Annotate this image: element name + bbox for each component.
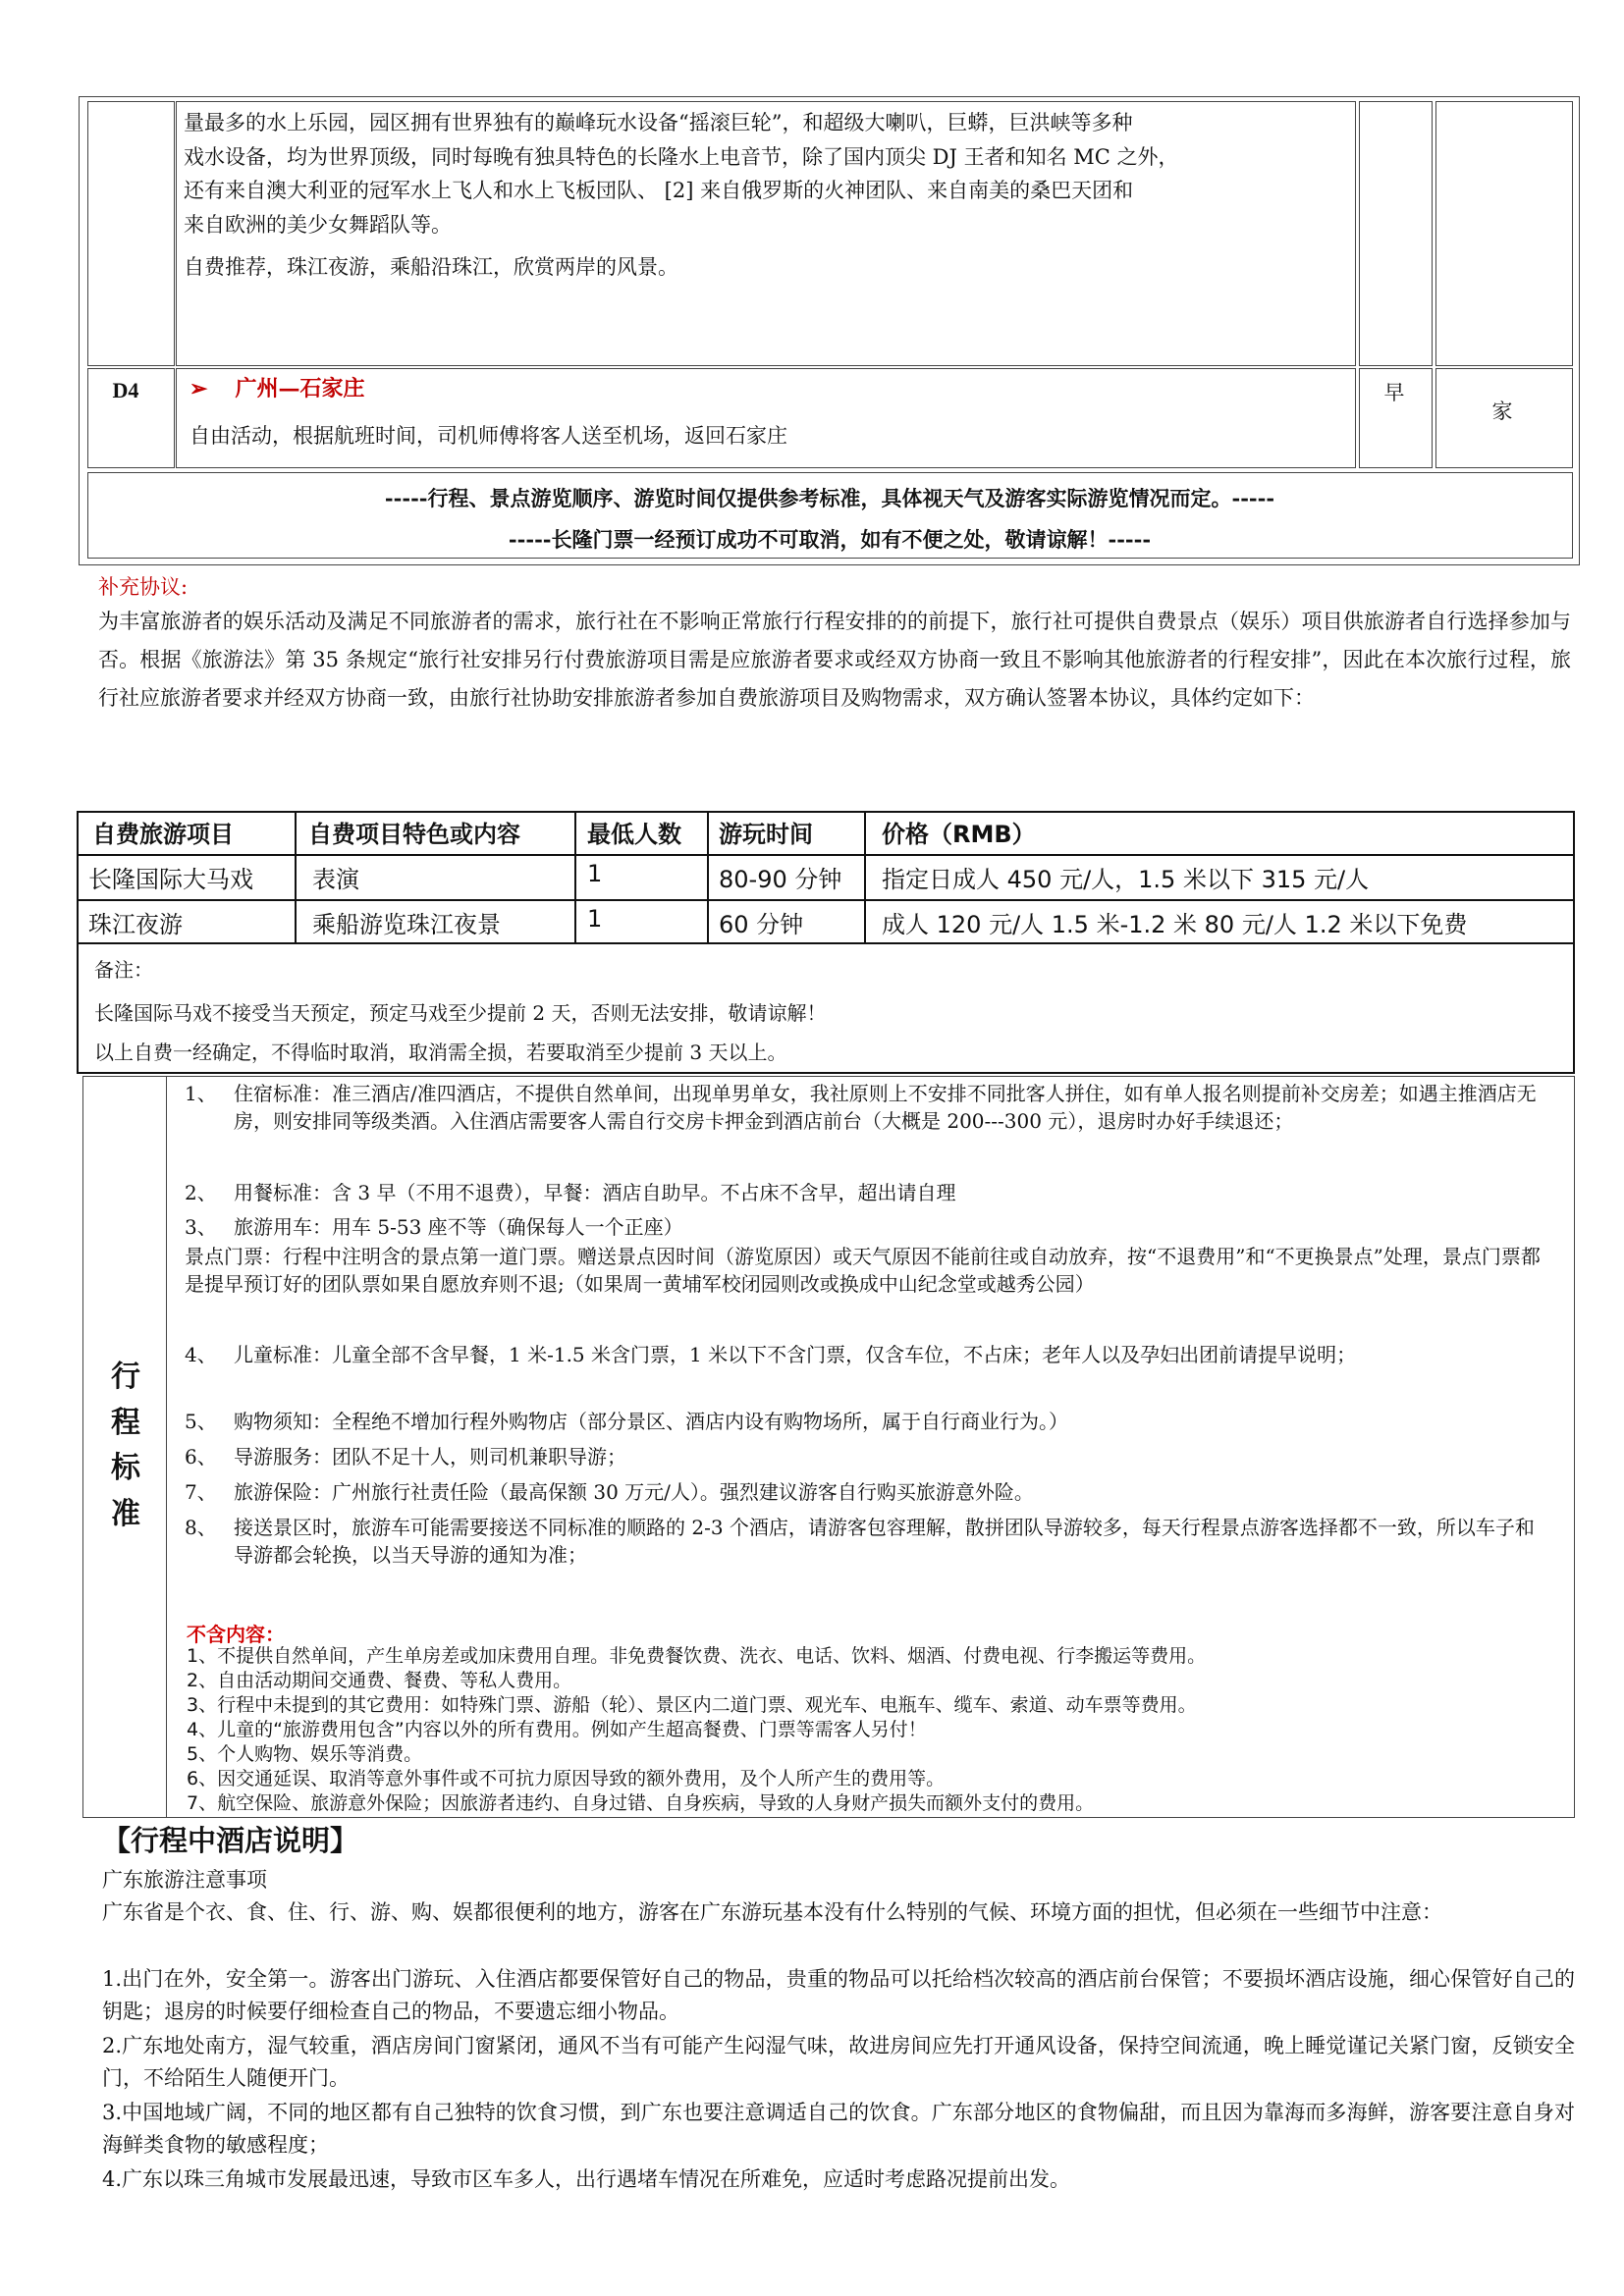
item-text: 住宿标准：准三酒店/准四酒店，不提供自然单间，出现单男单女，我社原则上不安排不同批客人拼住，如有单人报名则提前补交房差；如遇主推酒店无房，则安排同等级类酒。入住酒店需要客人需自行交房卡押金到酒店前台（大概是 200---300 元），退房时办好手续退还； xyxy=(234,1082,1537,1134)
standards-label xyxy=(106,1355,145,1537)
d3-meal-cell xyxy=(1359,101,1433,366)
item-text: 儿童标准：儿童全部不含早餐，1 米-1.5 米含门票，1 米以下不含门票，仅含车位，不占床；老年人以及孕妇出团前请提早说明； xyxy=(234,1343,1357,1366)
item-number: 7、 xyxy=(185,1480,217,1504)
exclusion-item: 6、因交通延误、取消等意外事件或不可抗力原因导致的额外费用，及个人所产生的费用等。 xyxy=(187,1768,946,1789)
exclusion-item: 2、自由活动期间交通费、餐费、等私人费用。 xyxy=(187,1670,572,1691)
d3-line-1: 量最多的水上乐园，园区拥有世界独有的巅峰玩水设备“摇滚巨轮”，和超级大喇叭，巨蟒，巨洪峡等多种 xyxy=(184,111,1133,134)
remark-title: 备注： xyxy=(94,958,153,982)
item-text: 旅游保险：广州旅行社责任险（最高保额 30 万元/人）。强烈建议游客自行购买旅游意外险。 xyxy=(234,1480,1034,1504)
d4-day-label: D4 xyxy=(112,378,139,402)
row2-item: 珠江夜游 xyxy=(88,911,183,938)
remark-line-1: 长隆国际马戏不接受当天预定，预定马戏至少提前 2 天，否则无法安排，敬请谅解！ xyxy=(94,1001,827,1025)
standard-item-4 xyxy=(185,1341,1540,1368)
d3-recommend: 自费推荐，珠江夜游，乘船沿珠江，欣赏两岸的风景。 xyxy=(184,254,678,279)
label-char: 行 xyxy=(111,1360,140,1394)
header-min-people: 最低人数 xyxy=(587,821,681,848)
notice-line-1: -----行程、景点游览顺序、游览时间仅提供参考标准，具体视天气及游客实际游览情况而定。----- xyxy=(384,486,1275,510)
notice-line-2: -----长隆门票一经预订成功不可取消，如有不便之处，敬请谅解！----- xyxy=(508,527,1152,552)
exclusion-item: 1、不提供自然单间，产生单房差或加床费用自理。非免费餐饮费、洗衣、电话、饮料、烟酒、付费电视、行李搬运等费用。 xyxy=(187,1645,1207,1667)
hotel-note-1: 1.出门在外，安全第一。游客出门游玩、入住酒店都要保管好自己的物品，贵重的物品可以托给档次较高的酒店前台保管；不要损坏酒店设施，细心保管好自己的钥匙；退房的时候要仔细检查自己的物品，不要遗忘细小物品。 xyxy=(102,1967,1575,2023)
item-text: 接送景区时，旅游车可能需要接送不同标准的顺路的 2-3 个酒店，请游客包容理解，散拼团队导游较多，每天行程景点游客选择都不一致，所以车子和导游都会轮换，以当天导游的通知为准； xyxy=(234,1516,1535,1568)
arrow-bullet-icon: ➢ xyxy=(189,376,208,401)
d4-route: 广州—石家庄 xyxy=(235,376,365,401)
hotel-note-2: 2.广东地处南方，湿气较重，酒店房间门窗紧闭，通风不当有可能产生闷湿气味，故进房间应先打开通风设备，保持空间流通，晚上睡觉谨记关紧门窗，反锁安全门，不给陌生人随便开门。 xyxy=(102,2034,1575,2090)
exclusions-title: 不含内容： xyxy=(187,1623,285,1646)
standard-item-7 xyxy=(185,1478,1540,1506)
standard-item-2 xyxy=(185,1179,1540,1206)
d3-line-2: 戏水设备，均为世界顶级，同时每晚有独具特色的长隆水上电音节，除了国内顶尖 DJ 王者和知名 MC 之外， xyxy=(184,144,1179,169)
standard-item-6 xyxy=(185,1443,1540,1470)
hotel-note-3: 3.中国地域广阔，不同的地区都有自己独特的饮食习惯，到广东也要注意调适自己的饮食。广东部分地区的食物偏甜，而且因为靠海而多海鲜，游客要注意自身对海鲜类食物的敏感程度； xyxy=(102,2101,1575,2157)
hotel-notes-intro: 广东省是个衣、食、住、行、游、购、娱都很便利的地方，游客在广东游玩基本没有什么特别的气候、环境方面的担忧，但必须在一些细节中注意： xyxy=(102,1900,1442,1924)
item-text: 导游服务：团队不足十人，则司机兼职导游； xyxy=(234,1445,626,1468)
exclusion-item: 4、儿童的“旅游费用包含”内容以外的所有费用。例如产生超高餐费、门票等需客人另付！ xyxy=(187,1719,927,1740)
row2-min: 1 xyxy=(587,905,603,933)
d3-hotel-cell xyxy=(1435,101,1573,366)
standard-item-1 xyxy=(185,1080,1540,1136)
d4-description: 自由活动，根据航班时间，司机师傅将客人送至机场，返回石家庄 xyxy=(189,424,787,448)
self-pay-table xyxy=(77,811,1575,1074)
label-char: 程 xyxy=(111,1405,140,1440)
d4-hotel: 家 xyxy=(1491,400,1513,423)
d3-day-cell xyxy=(87,101,175,366)
d4-meal: 早 xyxy=(1383,381,1405,404)
standard-item-3 xyxy=(185,1213,1540,1241)
header-item: 自费旅游项目 xyxy=(92,821,234,848)
item-number: 3、 xyxy=(185,1215,217,1239)
item-number: 2、 xyxy=(185,1181,217,1204)
d3-line-3: 还有来自澳大利亚的冠军水上飞人和水上飞板団队、 [2] 来自俄罗斯的火神团队、来自南美的桑巴天团和 xyxy=(184,179,1134,203)
row1-item: 长隆国际大马戏 xyxy=(88,866,253,893)
header-price: 价格（RMB） xyxy=(882,821,1036,848)
item-number: 8、 xyxy=(185,1516,217,1539)
header-feature: 自费项目特色或内容 xyxy=(308,821,520,848)
remark-line-2: 以上自费一经确定，不得临时取消，取消需全损，若要取消至少提前 3 天以上。 xyxy=(94,1041,787,1064)
row1-min: 1 xyxy=(587,860,603,887)
item-number: 4、 xyxy=(185,1343,217,1366)
d3-description xyxy=(184,106,1352,284)
standard-item-8 xyxy=(185,1514,1540,1570)
label-char: 标 xyxy=(111,1451,140,1485)
exclusion-item: 5、个人购物、娱乐等消费。 xyxy=(187,1743,423,1765)
d4-title xyxy=(189,372,364,402)
tickets-note: 景点门票：行程中注明含的景点第一道门票。赠送景点因时间（游览原因）或天气原因不能前往或自动放弃，按“不退费用”和“不更换景点”处理，景点门票都是提早预订好的团队票如果自愿放弃则不退;（如果周一黄埔军校闭园则改或换成中山纪念堂或越秀公园） xyxy=(185,1245,1541,1297)
item-text: 购物须知：全程绝不增加行程外购物店（部分景区、酒店内设有购物场所，属于自行商业行为。） xyxy=(234,1410,1068,1433)
exclusion-item: 3、行程中未提到的其它费用：如特殊门票、游船（轮）、景区内二道门票、观光车、电瓶车、缆车、索道、动车票等费用。 xyxy=(187,1694,1197,1716)
item-text: 用餐标准：含 3 早（不用不退费），早餐：酒店自助早。不占床不含早，超出请自理 xyxy=(234,1181,956,1204)
row1-duration: 80-90 分钟 xyxy=(719,866,842,893)
row2-duration: 60 分钟 xyxy=(719,911,804,938)
hotel-notes-subtitle: 广东旅游注意事项 xyxy=(102,1868,267,1892)
row1-feature: 表演 xyxy=(312,866,359,893)
header-duration: 游玩时间 xyxy=(719,821,813,848)
item-number: 5、 xyxy=(185,1410,217,1433)
item-number: 6、 xyxy=(185,1445,217,1468)
exclusion-item: 7、航空保险、旅游意外保险；因旅游者违约、自身过错、自身疾病，导致的人身财产损失而额外支付的费用。 xyxy=(187,1792,1095,1814)
supplement-body: 为丰富旅游者的娱乐活动及满足不同旅游者的需求，旅行社在不影响正常旅行行程安排的的前提下，旅行社可提供自费景点（娱乐）项目供旅游者自行选择参加与否。根据《旅游法》第 35 条规定“旅行社安排另行付费旅游项目需是应旅游者要求或经双方协商一致且不影响其他旅游者的行程安排”，因此在本次旅行过程，旅行社应旅游者要求并经双方协商一致，由旅行社协助安排旅游者参加自费旅游项目及购物需求，双方确认签署本协议，具体约定如下： xyxy=(98,610,1571,710)
item-text: 旅游用车：用车 5-53 座不等（确保每人一个正座） xyxy=(234,1215,683,1239)
d3-line-4: 来自欧洲的美少女舞蹈队等。 xyxy=(184,212,452,237)
row2-feature: 乘船游览珠江夜景 xyxy=(312,911,501,938)
row2-price: 成人 120 元/人 1.5 米-1.2 米 80 元/人 1.2 米以下免费 xyxy=(882,911,1468,938)
hotel-note-4: 4.广东以珠三角城市发展最迅速，导致市区车多人，出行遇堵车情况在所难免，应适时考虑路况提前出发。 xyxy=(102,2167,1071,2191)
supplement-title: 补充协议: xyxy=(98,575,189,599)
label-char: 准 xyxy=(111,1496,140,1531)
hotel-notes-title: 【行程中酒店说明】 xyxy=(102,1824,359,1857)
standard-item-5 xyxy=(185,1408,1540,1435)
row1-price: 指定日成人 450 元/人，1.5 米以下 315 元/人 xyxy=(882,866,1370,893)
item-number: 1、 xyxy=(185,1082,217,1105)
